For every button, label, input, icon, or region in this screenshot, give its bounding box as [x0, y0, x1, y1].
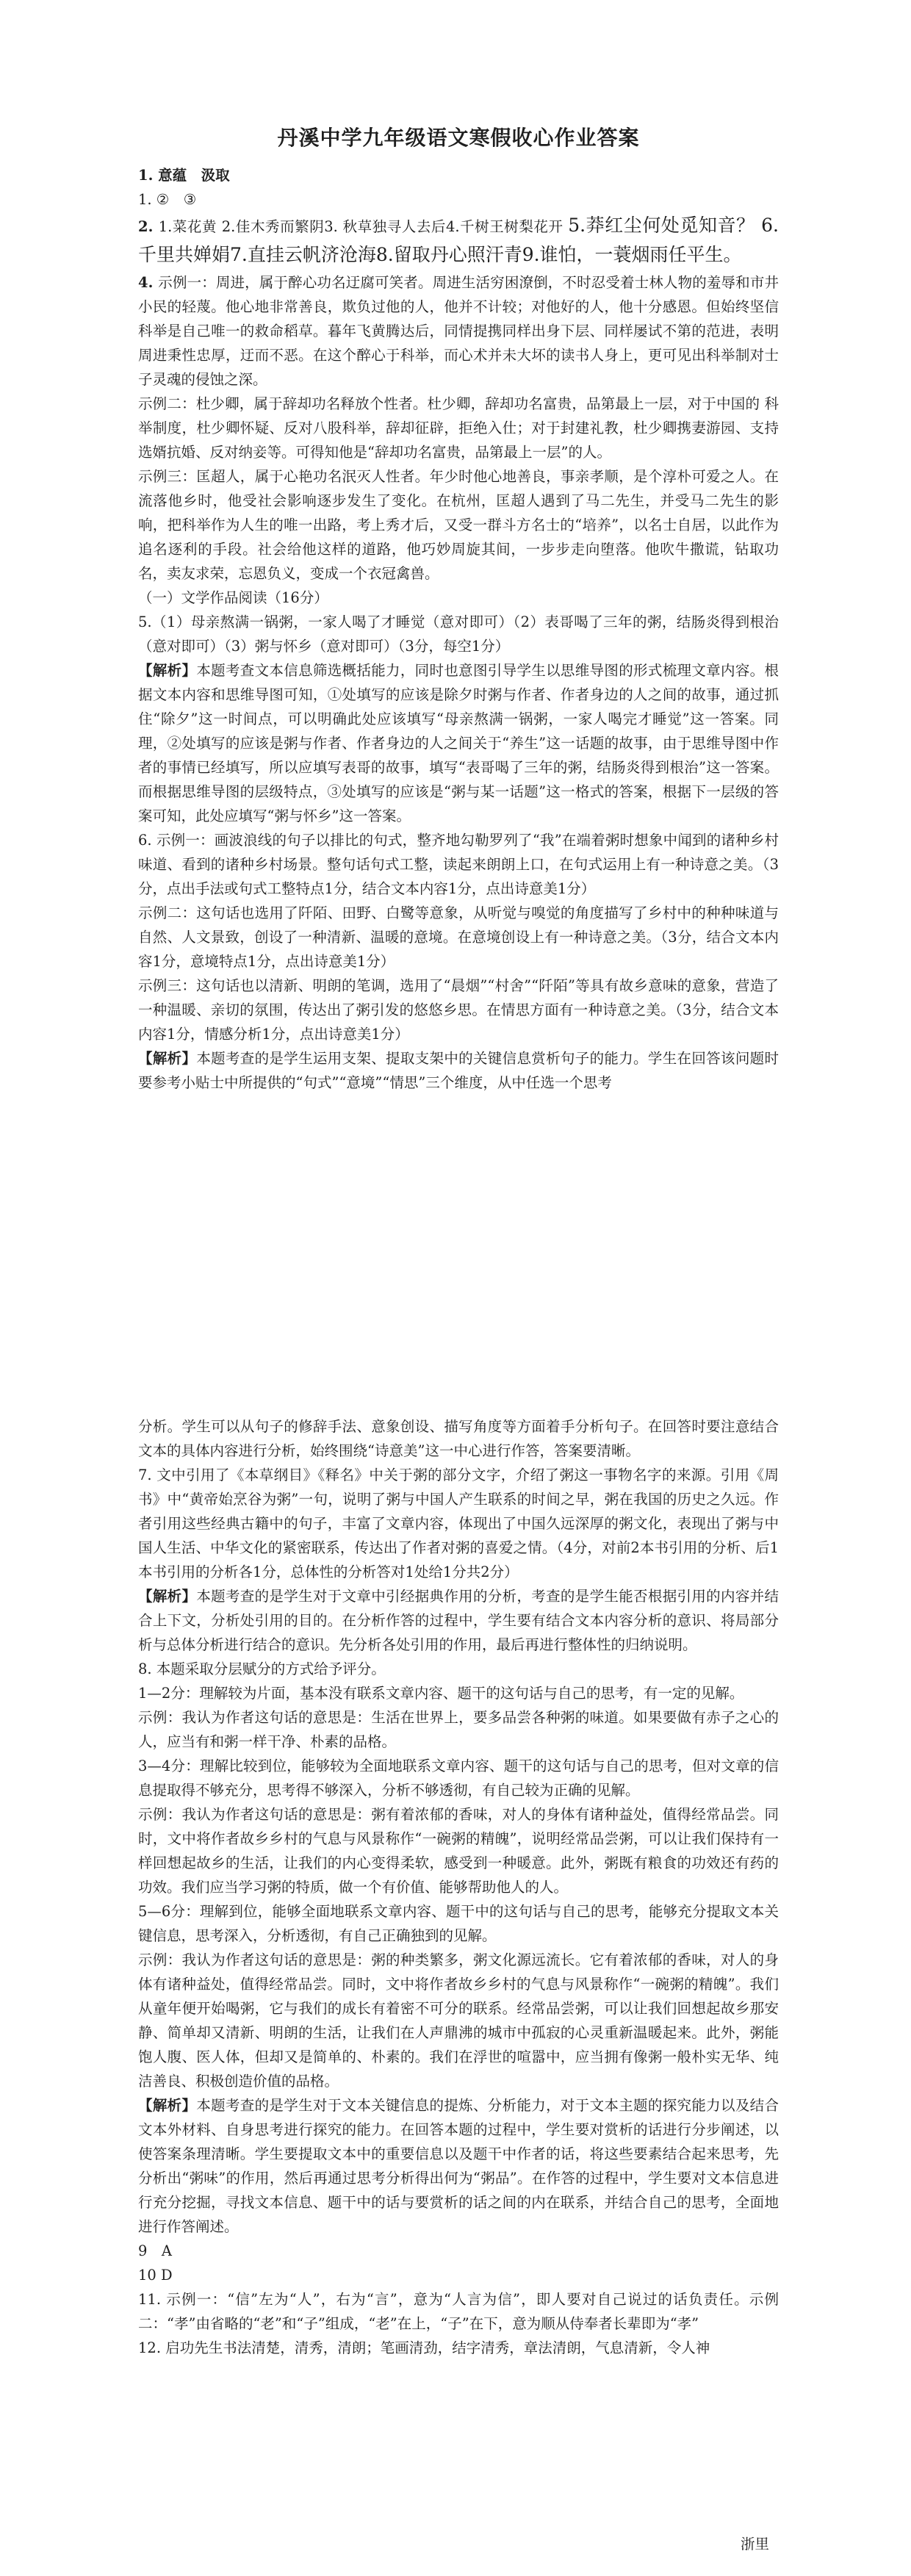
answer-1-vocabulary: 1. 意蕴 汲取 — [138, 167, 230, 184]
analysis-label: 【解析】 — [138, 1588, 197, 1605]
answer-4-example-2: 示例二：杜少卿，属于辞却功名释放个性者。杜少卿，辞却功名富贵，品第最上一层，对于中国的 科举制度，杜少卿怀疑、反对八股科举，辞却征辟，拒绝入仕；对于封建礼教，杜少卿携妻游园、支持选婿抗婚、反对纳妾等。可得知他是“辞却功名富贵，品第最上一层”的人。 — [138, 395, 779, 461]
page-two — [138, 1414, 779, 2360]
answer-12: 12. 启功先生书法清楚，清秀，清朗；笔画清劲，结字清秀，章法清朗，气息清新，令人神 — [138, 2339, 710, 2356]
answer-7: 7. 文中引用了《本草纲目》《释名》中关于粥的部分文字，介绍了粥这一事物名字的来源。引用《周书》中“黄帝始烹谷为粥”一句，说明了粥与中国人产生联系的时间之早，粥在我国的历史之久远。作者引用这些经典古籍中的句子，丰富了文章内容，体现出了中国久远深厚的粥文化，表现出了粥与中国人生活、中华文化的紧密联系，传达出了作者对粥的喜爱之情。（4分，对前2本书引用的分析、后1本书引用的分析各1分，总体性的分析答对1处给1分共2分） — [138, 1467, 779, 1580]
answer-2-part-b: 5.莽红尘何处觅知音？ 6.千里共婵娟7.直挂云帆济沧海8.留取丹心照汗青9.谁怕，一蓑烟雨任平生。 — [138, 215, 779, 265]
answer-8-level-3-example: 示例：我认为作者这句话的意思是：粥的种类繁多，粥文化源远流长。它有着浓郁的香味，对人的身体有诸种益处，值得经常品尝。同时，文中将作者故乡乡村的气息与风景称作“一碗粥的精魄”。我们从童年便开始喝粥，它与我们的成长有着密不可分的联系。经常品尝粥，可以让我们回想起故乡那安静、简单却又清新、明朗的生活，让我们在人声鼎沸的城市中孤寂的心灵重新温暖起来。此外，粥能饱人腹、医人体，但却又是简单的、朴素的。我们在浮世的喧嚣中，应当拥有像粥一般朴实无华、纯洁善良、积极创造价值的品格。 — [138, 1951, 779, 2090]
page-footer: 浙里 — [741, 2536, 770, 2552]
answer-11: 11. 示例一：“信”左为“人”，右为“言”，意为“人言为信”，即人要对自己说过的话负责任。示例二：“孝”由省略的“老”和“子”组成，“老”在上，“子”在下，意为顺从侍奉者长辈即为“孝” — [138, 2291, 779, 2332]
answer-4-number: 4. — [138, 274, 159, 291]
answer-4-example-3: 示例三：匡超人，属于心艳功名泯灭人性者。年少时他心地善良，事亲孝顺，是个淳朴可爱之人。在流落他乡时，他受社会影响逐步发生了变化。在杭州，匡超人遇到了马二先生，并受马二先生的影响，把科举作为人生的唯一出路，考上秀才后，又受一群斗方名士的“培养”，以名士自居，以此作为追名逐利的手段。社会给他这样的道路，他巧妙周旋其间，一步步走向堕落。他吹牛撒谎，钻取功名，卖友求荣，忘恩负义，变成一个衣冠禽兽。 — [138, 468, 779, 582]
answer-8-level-1: 1—2分：理解较为片面，基本没有联系文章内容、题干的这句话与自己的思考，有一定的见解。 — [138, 1685, 744, 1702]
answer-8-level-2-example: 示例：我认为作者这句话的意思是：粥有着浓郁的香味，对人的身体有诸种益处，值得经常品尝。同时，文中将作者故乡乡村的气息与风景称作“一碗粥的精魄”，说明经常品尝粥，可以让我们保持有一样回想起故乡的生活，让我们的内心变得柔软，感受到一种暖意。此外，粥既有粮食的功效还有药的功效。我们应当学习粥的特质，做一个有价值、能够帮助他人的人。 — [138, 1806, 779, 1896]
answer-2-part-a: 1.菜花黄 2.佳木秀而繁阴3. 秋草独寻人去后4.千树王树梨花开 — [158, 218, 569, 235]
answer-9: 9 A — [138, 2242, 172, 2259]
answer-8-analysis-text: 本题考查的是学生对于文本关键信息的提炼、分析能力，对于文本主题的探究能力以及结合文本外材料、自身思考进行探究的能力。在回答本题的过程中，学生要对赏析的话进行分步阐述，以使答案条理清晰。学生要提取文本中的重要信息以及题干中作者的话，将这些要素结合起来思考，先分析出“粥味”的作用，然后再通过思考分析得出何为“粥品”。在作答的过程中，学生要对文本信息进行充分挖掘，寻找文本信息、题干中的话与要赏析的话之间的内在联系，并结合自己的思考，全面地进行作答阐述。 — [138, 2097, 779, 2235]
answer-4-example-1-text: 示例一：周进，属于醉心功名迂腐可笑者。周进生活穷困潦倒，不时忍受着士林人物的羞辱和市井小民的轻蔑。他心地非常善良，欺负过他的人，他并不计较；对他好的人，他十分感恩。但始终坚信科举是自己唯一的救命稻草。暮年飞黄腾达后，同情提携同样出身下层、同样屡试不第的范进，表明周进秉性忠厚，迂而不恶。在这个醉心于科举，而心术并未大坏的读书人身上，更可见出科举制对士子灵魂的侵蚀之深。 — [138, 274, 779, 388]
section-heading-literature: （一）文学作品阅读（16分） — [138, 589, 328, 606]
answer-5-analysis — [138, 658, 779, 828]
answer-6-example-3: 示例三：这句话也以清新、明朗的笔调，选用了“晨烟”“村舍”“阡陌”等具有故乡意味的意象，营造了一种温暖、亲切的氛围，传达出了粥引发的悠悠乡思。在情思方面有一种诗意之美。（3分，结合文本内容1分，情感分析1分，点出诗意美1分） — [138, 977, 779, 1043]
answer-6-analysis — [138, 1046, 779, 1095]
answer-8-analysis — [138, 2093, 779, 2239]
answer-7-analysis — [138, 1584, 779, 1657]
analysis-label: 【解析】 — [138, 2097, 197, 2114]
answer-2-number: 2. — [138, 218, 159, 235]
answer-5-analysis-text: 本题考查文本信息筛选概括能力，同时也意图引导学生以思维导图的形式梳理文章内容。根据文本内容和思维导图可知，①处填写的应该是除夕时粥与作者、作者身边的人之间的故事，通过抓住“除夕”这一时间点，可以明确此处应该填写“母亲熬满一锅粥，一家人喝完才睡觉”这一答案。同理，②处填写的应该是粥与作者、作者身边的人之间关于“养生”这一话题的故事，由于思维导图中作者的事情已经填写，所以应填写表哥的故事，填写“表哥喝了三年的粥，结肠炎得到根治”这一答案。而根据思维导图的层级特点，③处填写的应该是“粥与某一话题”这一格式的答案，根据下一层级的答案可知，此处应填写“粥与怀乡”这一答案。 — [138, 662, 779, 824]
answer-8-level-1-example: 示例：我认为作者这句话的意思是：生活在世界上，要多品尝各种粥的味道。如果要做有赤子之心的人，应当有和粥一样干净、朴素的品格。 — [138, 1709, 779, 1750]
analysis-label: 【解析】 — [138, 1050, 197, 1067]
analysis-label: 【解析】 — [138, 662, 197, 679]
answer-8-level-3: 5—6分：理解到位，能够全面地联系文章内容、题干中的这句话与自己的思考，能够充分提取文本关键信息，思考深入，分析透彻，有自己正确独到的见解。 — [138, 1903, 779, 1944]
answer-10: 10 D — [138, 2267, 173, 2284]
answer-1-choice: 1. ② ③ — [138, 191, 197, 208]
answer-8-intro: 8. 本题采取分层赋分的方式给予评分。 — [138, 1661, 386, 1677]
answer-6-analysis-continued: 分析。学生可以从句子的修辞手法、意象创设、描写角度等方面着手分析句子。在回答时要注意结合文本的具体内容进行分析，始终围绕“诗意美”这一中心进行作答，答案要清晰。 — [138, 1418, 779, 1459]
page-one — [138, 123, 779, 1095]
answer-6-example-1: 6. 示例一：画波浪线的句子以排比的句式，整齐地勾勒罗列了“我”在端着粥时想象中闻到的诸种乡村味道、看到的诸种乡村场景。整句话句式工整，读起来朗朗上口，在句式运用上有一种诗意之美。（3分，点出手法或句式工整特点1分，结合文本内容1分，点出诗意美1分） — [138, 832, 779, 897]
answer-8-level-2: 3—4分：理解比较到位，能够较为全面地联系文章内容、题干的这句话与自己的思考，但对文章的信息提取得不够充分，思考得不够深入，分析不够透彻，有自己较为正确的见解。 — [138, 1757, 779, 1799]
answer-7-analysis-text: 本题考查的是学生对于文章中引经据典作用的分析，考查的是学生能否根据引用的内容并结合上下文，分析处引用的目的。在分析作答的过程中，学生要有结合文本内容分析的意识、将局部分析与总体分析进行结合的意识。先分析各处引用的作用，最后再进行整体性的归纳说明。 — [138, 1588, 779, 1653]
answer-6-example-2: 示例二：这句话也选用了阡陌、田野、白鹭等意象，从听觉与嗅觉的角度描写了乡村中的种种味道与自然、人文景致，创设了一种清新、温暖的意境。在意境创设上有一种诗意之美。（3分，结合文本内容1分，意境特点1分，点出诗意美1分） — [138, 904, 779, 970]
answer-6-analysis-text: 本题考查的是学生运用支架、提取支架中的关键信息赏析句子的能力。学生在回答该问题时要参考小贴士中所提供的“句式”“意境”“情思”三个维度，从中任选一个思考 — [138, 1050, 779, 1091]
answer-5: 5.（1）母亲熬满一锅粥，一家人喝了才睡觉（意对即可）（2）表哥喝了三年的粥，结肠炎得到根治（意对即可）（3）粥与怀乡（意对即可）（3分，每空1分） — [138, 614, 779, 655]
answer-2-poetry — [138, 212, 779, 270]
document-title: 丹溪中学九年级语文寒假收心作业答案 — [277, 126, 640, 150]
answer-4-example-1 — [138, 270, 779, 392]
